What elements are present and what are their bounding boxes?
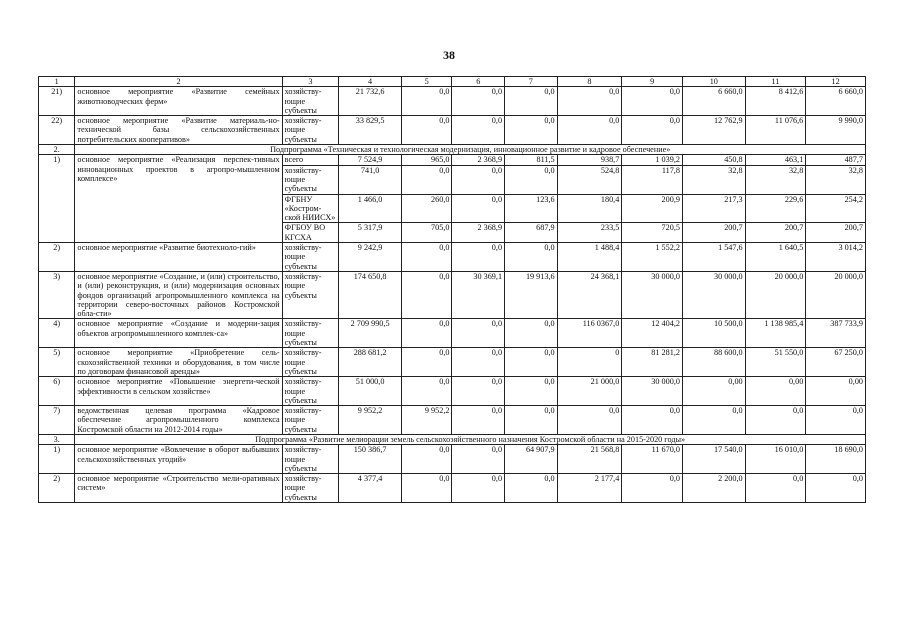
amount-cell: 116 0367,0 <box>557 319 622 348</box>
amount-cell: 0,0 <box>401 377 452 406</box>
amount-cell: 0,00 <box>682 377 745 406</box>
amount-cell: 20 000,0 <box>806 271 866 318</box>
page-number: 38 <box>443 48 455 62</box>
amount-cell: 450,8 <box>682 155 745 165</box>
amount-cell: 11 076,6 <box>745 116 806 145</box>
activity-description: основное мероприятие «Развитие семейных животноводческих ферм» <box>75 87 282 116</box>
amount-cell: 0,0 <box>622 116 683 145</box>
amount-cell: 0,0 <box>505 377 558 406</box>
amount-cell: 0,0 <box>452 87 505 116</box>
amount-cell: 0,0 <box>452 165 505 194</box>
activity-description: основное мероприятие «Реализация перспек-тивных инновационных проектов в агропро-мышленном комплексе» <box>75 155 282 243</box>
amount-cell: 0,0 <box>452 194 505 223</box>
amount-cell: 0,0 <box>401 445 452 474</box>
amount-cell: 67 250,0 <box>806 348 866 377</box>
amount-cell: 2 177,4 <box>557 474 622 503</box>
amount-cell: 0,0 <box>401 165 452 194</box>
activity-description: основное мероприятие «Приобретение сель-скохозяйственной техники и оборудования, в том числе по договорам финансовой аренды» <box>75 348 282 377</box>
amount-cell: 8 412,6 <box>745 87 806 116</box>
amount-cell: 288 681,2 <box>339 348 402 377</box>
amount-cell: 0,0 <box>452 319 505 348</box>
amount-cell: 0,0 <box>452 445 505 474</box>
amount-cell: 0,0 <box>505 87 558 116</box>
amount-cell: 0,0 <box>452 377 505 406</box>
column-number-6: 6 <box>452 77 505 87</box>
amount-cell: 0,0 <box>557 87 622 116</box>
amount-cell: 524,8 <box>557 165 622 194</box>
column-number-5: 5 <box>401 77 452 87</box>
amount-cell: 0,0 <box>505 165 558 194</box>
amount-cell: 0,0 <box>806 474 866 503</box>
executor-cell: хозяйству-ющие субъекты <box>282 243 339 272</box>
column-number-9: 9 <box>622 77 683 87</box>
column-number-11: 11 <box>745 77 806 87</box>
amount-cell: 9 242,9 <box>339 243 402 272</box>
amount-cell: 30 000,0 <box>622 271 683 318</box>
amount-cell: 4 377,4 <box>339 474 402 503</box>
amount-cell: 0,0 <box>452 348 505 377</box>
amount-cell: 0,0 <box>401 319 452 348</box>
amount-cell: 21 568,8 <box>557 445 622 474</box>
amount-cell: 705,0 <box>401 223 452 243</box>
executor-cell: хозяйству-ющие субъекты <box>282 116 339 145</box>
amount-cell: 233,5 <box>557 223 622 243</box>
amount-cell: 9 952,2 <box>401 406 452 435</box>
activity-description: основное мероприятие «Развитие материаль-но-технической базы сельскохозяйственных потребительских кооперативов» <box>75 116 282 145</box>
row-number: 4) <box>39 319 75 348</box>
row-number: 21) <box>39 87 75 116</box>
amount-cell: 687,9 <box>505 223 558 243</box>
amount-cell: 6 660,0 <box>806 87 866 116</box>
executor-cell: хозяйству-ющие субъекты <box>282 348 339 377</box>
row-number: 1) <box>39 155 75 243</box>
amount-cell: 0,0 <box>745 406 806 435</box>
executor-cell: хозяйству-ющие субъекты <box>282 87 339 116</box>
amount-cell: 32,8 <box>745 165 806 194</box>
table-row <box>39 377 866 406</box>
amount-cell: 254,2 <box>806 194 866 223</box>
amount-cell: 1 640,5 <box>745 243 806 272</box>
amount-cell: 12 404,2 <box>622 319 683 348</box>
amount-cell: 0,0 <box>401 348 452 377</box>
amount-cell: 0,0 <box>505 406 558 435</box>
amount-cell: 5 317,9 <box>339 223 402 243</box>
amount-cell: 30 000,0 <box>622 377 683 406</box>
amount-cell: 12 762,9 <box>682 116 745 145</box>
executor-cell: хозяйству-ющие субъекты <box>282 377 339 406</box>
amount-cell: 3 014,2 <box>806 243 866 272</box>
amount-cell: 260,0 <box>401 194 452 223</box>
column-number-2: 2 <box>75 77 282 87</box>
amount-cell: 10 500,0 <box>682 319 745 348</box>
amount-cell: 200,9 <box>622 194 683 223</box>
amount-cell: 0,00 <box>745 377 806 406</box>
budget-table <box>38 76 866 503</box>
column-number-1: 1 <box>39 77 75 87</box>
amount-cell: 64 907,9 <box>505 445 558 474</box>
table-row <box>39 243 866 272</box>
column-number-4: 4 <box>339 77 402 87</box>
column-number-12: 12 <box>806 77 866 87</box>
executor-cell: хозяйству-ющие субъекты <box>282 474 339 503</box>
activity-description: основное мероприятие «Развитие биотехноло-гий» <box>75 243 282 272</box>
amount-cell: 17 540,0 <box>682 445 745 474</box>
table-row <box>39 406 866 435</box>
amount-cell: 1 466,0 <box>339 194 402 223</box>
amount-cell: 938,7 <box>557 155 622 165</box>
amount-cell: 0,0 <box>557 116 622 145</box>
row-number: 22) <box>39 116 75 145</box>
amount-cell: 741,0 <box>339 165 402 194</box>
table-row <box>39 155 866 165</box>
column-number-7: 7 <box>505 77 558 87</box>
row-number: 1) <box>39 445 75 474</box>
amount-cell: 487,7 <box>806 155 866 165</box>
executor-cell: ФГБНУ «Костром-ской НИИСХ» <box>282 194 339 223</box>
amount-cell: 0,0 <box>452 406 505 435</box>
amount-cell: 0,0 <box>505 348 558 377</box>
amount-cell: 9 952,2 <box>339 406 402 435</box>
amount-cell: 0,0 <box>622 474 683 503</box>
executor-cell: ФГБОУ ВО КГСХА <box>282 223 339 243</box>
amount-cell: 9 990,0 <box>806 116 866 145</box>
section-title: Подпрограмма «Развитие мелиорации земель сельскохозяйственного назначения Костромской области на 2015-2020 годы» <box>75 434 866 444</box>
amount-cell: 18 690,0 <box>806 445 866 474</box>
amount-cell: 51 550,0 <box>745 348 806 377</box>
table-row <box>39 87 866 116</box>
amount-cell: 0,0 <box>401 243 452 272</box>
amount-cell: 0,0 <box>452 474 505 503</box>
section-title: Подпрограмма «Техническая и технологическая модернизация, инновационное развитие и кадровое обеспечение» <box>75 145 866 155</box>
table-row <box>39 348 866 377</box>
row-number: 2) <box>39 243 75 272</box>
amount-cell: 811,5 <box>505 155 558 165</box>
amount-cell: 0,0 <box>622 406 683 435</box>
column-number-3: 3 <box>282 77 339 87</box>
amount-cell: 0,0 <box>401 271 452 318</box>
row-number: 5) <box>39 348 75 377</box>
amount-cell: 2 368,9 <box>452 155 505 165</box>
amount-cell: 0,0 <box>682 406 745 435</box>
amount-cell: 0,0 <box>505 116 558 145</box>
section-number: 2. <box>39 145 75 155</box>
amount-cell: 24 368,1 <box>557 271 622 318</box>
amount-cell: 2 709 990,5 <box>339 319 402 348</box>
amount-cell: 88 600,0 <box>682 348 745 377</box>
amount-cell: 32,8 <box>806 165 866 194</box>
activity-description: основное мероприятие «Вовлечение в оборот выбывших сельскохозяйственных угодий» <box>75 445 282 474</box>
row-number: 3) <box>39 271 75 318</box>
amount-cell: 1 552,2 <box>622 243 683 272</box>
column-number-8: 8 <box>557 77 622 87</box>
amount-cell: 965,0 <box>401 155 452 165</box>
amount-cell: 1 547,6 <box>682 243 745 272</box>
amount-cell: 150 386,7 <box>339 445 402 474</box>
table-row <box>39 319 866 348</box>
amount-cell: 0,0 <box>401 116 452 145</box>
table-row <box>39 271 866 318</box>
amount-cell: 20 000,0 <box>745 271 806 318</box>
amount-cell: 123,6 <box>505 194 558 223</box>
amount-cell: 0,0 <box>505 319 558 348</box>
row-number: 7) <box>39 406 75 435</box>
amount-cell: 0,0 <box>401 474 452 503</box>
amount-cell: 30 000,0 <box>682 271 745 318</box>
amount-cell: 463,1 <box>745 155 806 165</box>
amount-cell: 1 039,2 <box>622 155 683 165</box>
activity-description: основное мероприятие «Строительство мели-оративных систем» <box>75 474 282 503</box>
amount-cell: 200,7 <box>682 223 745 243</box>
amount-cell: 117,8 <box>622 165 683 194</box>
executor-cell: хозяйству-ющие субъекты <box>282 271 339 318</box>
amount-cell: 7 524,9 <box>339 155 402 165</box>
table-row <box>39 474 866 503</box>
amount-cell: 19 913,6 <box>505 271 558 318</box>
amount-cell: 180,4 <box>557 194 622 223</box>
amount-cell: 33 829,5 <box>339 116 402 145</box>
amount-cell: 0,0 <box>452 243 505 272</box>
amount-cell: 217,3 <box>682 194 745 223</box>
amount-cell: 720,5 <box>622 223 683 243</box>
amount-cell: 200,7 <box>806 223 866 243</box>
row-number: 2) <box>39 474 75 503</box>
amount-cell: 2 368,9 <box>452 223 505 243</box>
amount-cell: 0,0 <box>557 406 622 435</box>
section-row <box>39 434 866 444</box>
amount-cell: 51 000,0 <box>339 377 402 406</box>
amount-cell: 16 010,0 <box>745 445 806 474</box>
table-row <box>39 445 866 474</box>
amount-cell: 21 000,0 <box>557 377 622 406</box>
amount-cell: 0,0 <box>622 87 683 116</box>
amount-cell: 2 200,0 <box>682 474 745 503</box>
amount-cell: 0,0 <box>452 116 505 145</box>
activity-description: основное мероприятие «Создание, и (или) строительство, и (или) реконструкция, и (или) модернизация основных фондов организаций агропромышленного комплекса на территории северо-восточных районов Костромской обла-сти» <box>75 271 282 318</box>
amount-cell: 81 281,2 <box>622 348 683 377</box>
row-number: 6) <box>39 377 75 406</box>
column-number-10: 10 <box>682 77 745 87</box>
header-row <box>39 77 866 87</box>
amount-cell: 174 650,8 <box>339 271 402 318</box>
amount-cell: 0,0 <box>745 474 806 503</box>
amount-cell: 21 732,6 <box>339 87 402 116</box>
amount-cell: 0,0 <box>505 243 558 272</box>
activity-description: основное мероприятие «Создание и модерни-зация объектов агропромышленного комплек-са» <box>75 319 282 348</box>
amount-cell: 0,0 <box>401 87 452 116</box>
executor-cell: хозяйству-ющие субъекты <box>282 165 339 194</box>
amount-cell: 0 <box>557 348 622 377</box>
executor-cell: хозяйству-ющие субъекты <box>282 319 339 348</box>
activity-description: основное мероприятие «Повышение энергети-ческой эффективности в сельском хозяйстве» <box>75 377 282 406</box>
amount-cell: 200,7 <box>745 223 806 243</box>
executor-cell: хозяйству-ющие субъекты <box>282 406 339 435</box>
table-row <box>39 116 866 145</box>
amount-cell: 30 369,1 <box>452 271 505 318</box>
amount-cell: 0,0 <box>806 406 866 435</box>
amount-cell: 229,6 <box>745 194 806 223</box>
amount-cell: 0,00 <box>806 377 866 406</box>
section-row <box>39 145 866 155</box>
amount-cell: 6 660,0 <box>682 87 745 116</box>
executor-cell: всего <box>282 155 339 165</box>
section-number: 3. <box>39 434 75 444</box>
activity-description: ведомственная целевая программа «Кадровое обеспечение агропромышленного комплекса Костромской области на 2012-2014 годы» <box>75 406 282 435</box>
amount-cell: 1 138 985,4 <box>745 319 806 348</box>
amount-cell: 1 488,4 <box>557 243 622 272</box>
amount-cell: 11 670,0 <box>622 445 683 474</box>
executor-cell: хозяйству-ющие субъекты <box>282 445 339 474</box>
amount-cell: 0,0 <box>505 474 558 503</box>
amount-cell: 387 733,9 <box>806 319 866 348</box>
amount-cell: 32,8 <box>682 165 745 194</box>
